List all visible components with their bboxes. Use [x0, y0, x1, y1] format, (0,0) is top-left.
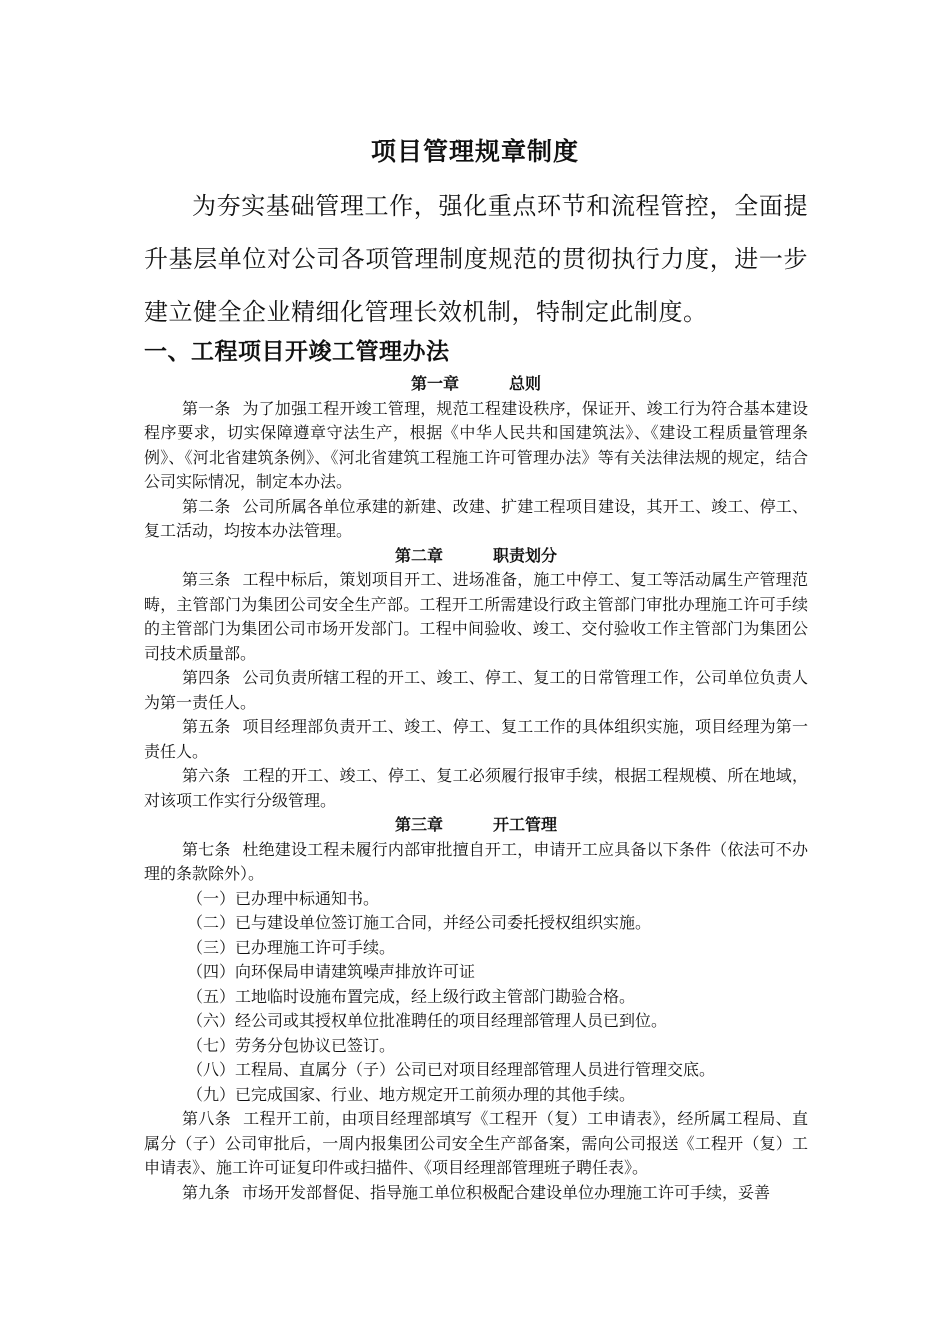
article-head: 第一条 [182, 398, 231, 418]
list-item: （七）劳务分包协议已签订。 [187, 1035, 396, 1055]
chapter-number: 第二章 [394, 545, 443, 565]
article-5 [144, 715, 808, 764]
article-text: 杜绝建设工程未履行内部审批擅自开工，申请开工应具备以下条件（依法可不办理的条款除外）。 [144, 839, 808, 883]
list-item: （三）已办理施工许可手续。 [187, 937, 396, 957]
article-6 [144, 764, 808, 813]
article-text: 为了加强工程开竣工管理，规范工程建设秩序，保证开、竣工行为符合基本建设程序要求，切实保障遵章守法生产，根据《中华人民共和国建筑法》、《建设工程质量管理条例》、《河北省建筑条例》、《河北省建筑工程施工许可管理办法》等有关法律法规的规定，结合公司实际情况，制定本办法。 [144, 398, 808, 491]
article-text: 公司所属各单位承建的新建、改建、扩建工程项目建设，其开工、竣工、停工、复工活动，均按本办法管理。 [144, 496, 808, 540]
article-8 [144, 1107, 808, 1181]
article-head: 第九条 [182, 1182, 231, 1202]
article-text: 市场开发部督促、指导施工单位积极配合建设单位办理施工许可手续，妥善 [242, 1182, 771, 1202]
article-head: 第三条 [182, 570, 231, 589]
article-text: 项目经理部负责开工、竣工、停工、复工工作的具体组织实施，项目经理为第一责任人。 [144, 717, 808, 761]
article-head: 第五条 [182, 717, 231, 736]
intro-paragraph [144, 180, 808, 339]
article-4 [144, 666, 808, 715]
article-9 [144, 1181, 808, 1206]
article-text: 工程开工前，由项目经理部填写《工程开（复）工申请表》，经所属工程局、直属分（子）公司审批后，一周内报集团公司安全生产部备案，需向公司报送《工程开（复）工申请表》、施工许可证复印件或扫描件、《项目经理部管理班子聘任表》。 [144, 1109, 808, 1177]
article-1 [144, 397, 808, 495]
document-title: 项目管理规章制度 [370, 137, 579, 166]
chapter-name: 职责划分 [493, 545, 558, 565]
article-7 [144, 838, 808, 887]
article-head: 第六条 [182, 766, 231, 785]
document-body [144, 372, 808, 1205]
chapter-number: 第三章 [394, 815, 443, 834]
list-item: （四）向环保局申请建筑噪声排放许可证 [187, 962, 476, 981]
article-text: 工程的开工、竣工、停工、复工必须履行报审手续，根据工程规模、所在地域，对该项工作实行分级管理。 [144, 766, 808, 810]
article-head: 第二条 [182, 496, 231, 516]
article-text: 工程中标后，策划项目开工、进场准备，施工中停工、复工等活动属生产管理范畴，主管部门为集团公司安全生产部。工程开工所需建设行政主管部门审批办理施工许可手续的主管部门为集团公司市场开发部门。工程中间验收、竣工、交付验收工作主管部门为集团公司技术质量部。 [144, 570, 808, 663]
chapter-name: 开工管理 [493, 815, 558, 834]
article-head: 第四条 [182, 668, 231, 687]
list-item: （五）工地临时设施布置完成，经上级行政主管部门勘验合格。 [187, 986, 636, 1006]
chapter-name: 总则 [509, 374, 542, 393]
list-item: （八）工程局、直属分（子）公司已对项目经理部管理人员进行管理交底。 [187, 1060, 716, 1079]
list-item: （六）经公司或其授权单位批准聘任的项目经理部管理人员已到位。 [187, 1011, 668, 1030]
article-head: 第七条 [182, 839, 231, 859]
chapter-number: 第一章 [410, 374, 459, 393]
article-head: 第八条 [182, 1109, 232, 1128]
section-heading: 一、工程项目开竣工管理办法 [144, 338, 450, 365]
article-3 [144, 568, 808, 666]
article-text: 公司负责所辖工程的开工、竣工、停工、复工的日常管理工作，公司单位负责人为第一责任人。 [144, 668, 808, 712]
article-2 [144, 495, 808, 544]
chapter-heading-3 [144, 813, 808, 838]
chapter-heading-1 [144, 372, 808, 397]
chapter-heading-2 [144, 544, 808, 569]
list-item: （二）已与建设单位签订施工合同，并经公司委托授权组织实施。 [187, 913, 652, 932]
intro-text: 为夯实基础管理工作，强化重点环节和流程管控，全面提升基层单位对公司各项管理制度规范的贯彻执行力度，进一步建立健全企业精细化管理长效机制，特制定此制度。 [144, 192, 808, 326]
list-item: （一）已办理中标通知书。 [187, 888, 380, 908]
list-item: （九）已完成国家、行业、地方规定开工前须办理的其他手续。 [187, 1084, 636, 1104]
